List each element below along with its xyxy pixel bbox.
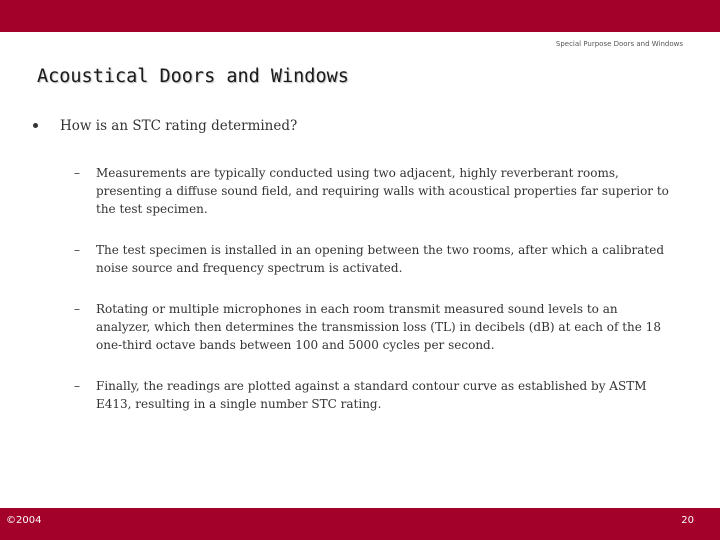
sub-bullet-4 [74, 377, 674, 413]
sub-bullet-text: Rotating or multiple microphones in each room transmit measured sound levels to an analyzer, which then determines the transmission loss (TL) in decibels (dB) at each of the 18 one-third octave bands between 100 and 5000 cycles per second. [96, 302, 661, 352]
sub-bullet-list [74, 164, 674, 413]
page-number: 20 [681, 515, 694, 526]
sub-bullet-text: Finally, the readings are plotted against a standard contour curve as established by ASTM E413, resulting in a single number STC rating. [96, 379, 647, 411]
sub-bullet-2 [74, 241, 674, 277]
dash-icon: – [74, 302, 80, 316]
copyright-notice: ©2004 [6, 515, 42, 526]
dash-icon: – [74, 379, 80, 393]
sub-bullet-text: The test specimen is installed in an opening between the two rooms, after which a calibrated noise source and frequency spectrum is activated. [96, 243, 664, 275]
dash-icon: – [74, 166, 80, 180]
slide-title: Acoustical Doors and Windows [37, 66, 349, 87]
footer-banner [0, 508, 720, 540]
sub-bullet-1 [74, 164, 674, 218]
main-bullet-text: How is an STC rating determined? [60, 118, 298, 134]
main-bullet [33, 118, 297, 134]
sub-bullet-3 [74, 300, 674, 354]
bullet-dot-icon [33, 123, 38, 128]
top-banner [0, 0, 720, 32]
dash-icon: – [74, 243, 80, 257]
running-header: Special Purpose Doors and Windows [555, 40, 683, 48]
sub-bullet-text: Measurements are typically conducted using two adjacent, highly reverberant rooms, presenting a diffuse sound field, and requiring walls with acoustical properties far superior to the test specimen. [96, 166, 669, 216]
